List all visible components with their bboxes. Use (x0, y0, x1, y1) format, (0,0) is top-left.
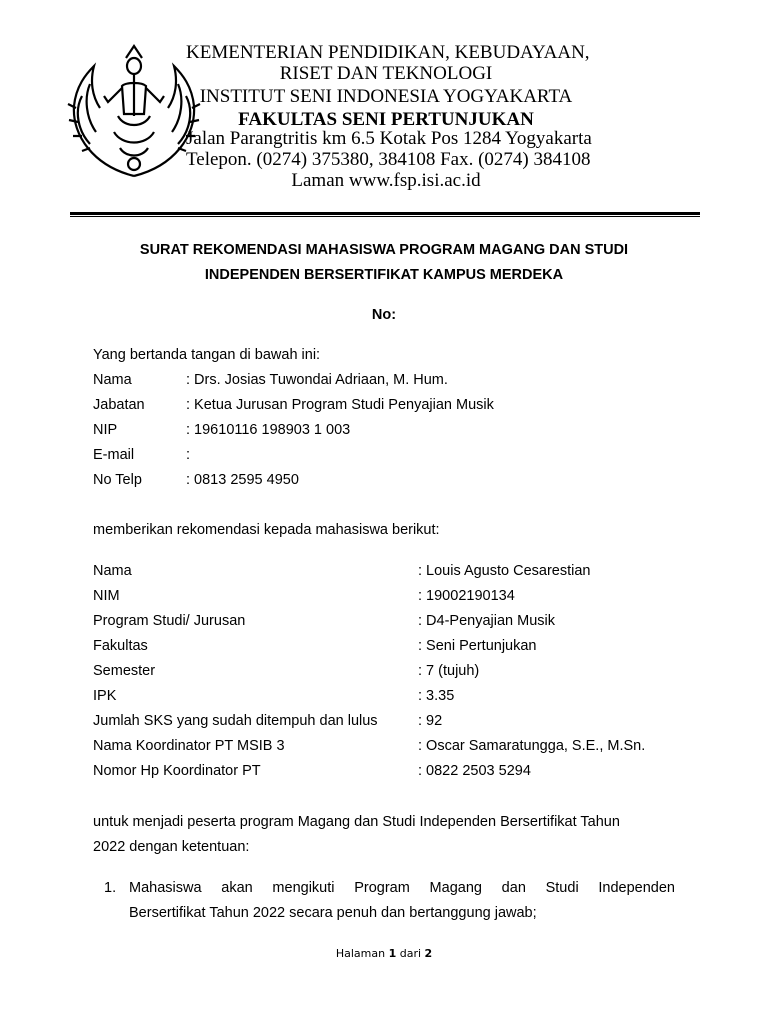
condition-text-line-1: Mahasiswa akan mengikuti Program Magang dan Studi Independen (129, 880, 675, 896)
letter-title-line-1: SURAT REKOMENDASI MAHASISWA PROGRAM MAGANG DAN STUDI (139, 242, 629, 258)
ministry-name-line-2: RISET DAN TEKNOLOGI (279, 63, 493, 84)
signer-label: No Telp (93, 472, 142, 488)
student-value: : D4-Penyajian Musik (418, 613, 555, 629)
student-label: Program Studi/ Jurusan (93, 613, 246, 629)
ministry-name: KEMENTERIAN PENDIDIKAN, KEBUDAYAAN, (186, 42, 590, 63)
student-value: : Oscar Samaratungga, S.E., M.Sn. (418, 738, 646, 754)
signer-value: : Ketua Jurusan Program Studi Penyajian Musik (186, 397, 494, 413)
student-label: Semester (93, 663, 156, 679)
letter-title-line-2: INDEPENDEN BERSERTIFIKAT KAMPUS MERDEKA (204, 267, 564, 283)
student-label: Nama (93, 563, 132, 579)
student-value: : 7 (tujuh) (418, 663, 480, 679)
purpose-line-1: untuk menjadi peserta program Magang dan Studi Independen Bersertifikat Tahun (93, 814, 620, 830)
footer-page-total: 2 (424, 947, 433, 960)
letterhead-divider-thin (70, 216, 700, 217)
letter-number: No: (371, 307, 397, 323)
student-label: Jumlah SKS yang sudah ditempuh dan lulus (93, 713, 378, 729)
signer-label: Jabatan (93, 397, 145, 413)
student-label: Fakultas (93, 638, 148, 654)
footer-middle: dari (399, 947, 422, 960)
faculty-website: Laman www.fsp.isi.ac.id (291, 170, 481, 191)
student-value: : Louis Agusto Cesarestian (418, 563, 591, 579)
signer-value: : 0813 2595 4950 (186, 472, 299, 488)
student-label: Nama Koordinator PT MSIB 3 (93, 738, 285, 754)
signer-intro: Yang bertanda tangan di bawah ini: (93, 347, 321, 363)
letterhead-divider (70, 212, 700, 215)
page-footer (0, 947, 768, 961)
institute-name: INSTITUT SENI INDONESIA YOGYAKARTA (199, 86, 573, 107)
signer-label: Nama (93, 372, 132, 388)
condition-number: 1. (104, 880, 117, 896)
student-value: : 0822 2503 5294 (418, 763, 531, 779)
signer-value: : Drs. Josias Tuwondai Adriaan, M. Hum. (186, 372, 448, 388)
faculty-phone: Telepon. (0274) 375380, 384108 Fax. (0274) 384108 (186, 149, 591, 170)
footer-prefix: Halaman (335, 947, 386, 960)
student-label: NIM (93, 588, 120, 604)
faculty-address: Jalan Parangtritis km 6.5 Kotak Pos 1284 Yogyakarta (186, 128, 592, 149)
student-value: : 19002190134 (418, 588, 515, 604)
signer-label: NIP (93, 422, 118, 438)
signer-label: E-mail (93, 447, 135, 463)
student-value: : 3.35 (418, 688, 455, 704)
student-intro: memberikan rekomendasi kepada mahasiswa berikut: (93, 522, 440, 538)
signer-value: : 19610116 198903 1 003 (186, 422, 351, 438)
student-label: Nomor Hp Koordinator PT (93, 763, 261, 779)
student-value: : 92 (418, 713, 443, 729)
isi-yogyakarta-logo-icon (64, 36, 204, 186)
purpose-line-2: 2022 dengan ketentuan: (93, 839, 250, 855)
student-label: IPK (93, 688, 117, 704)
faculty-name: FAKULTAS SENI PERTUNJUKAN (238, 109, 534, 130)
condition-text-line-2: Bersertifikat Tahun 2022 secara penuh dan bertanggung jawab; (129, 905, 537, 921)
footer-page-number: 1 (388, 947, 397, 960)
student-value: : Seni Pertunjukan (418, 638, 537, 654)
signer-value: : (186, 447, 191, 463)
